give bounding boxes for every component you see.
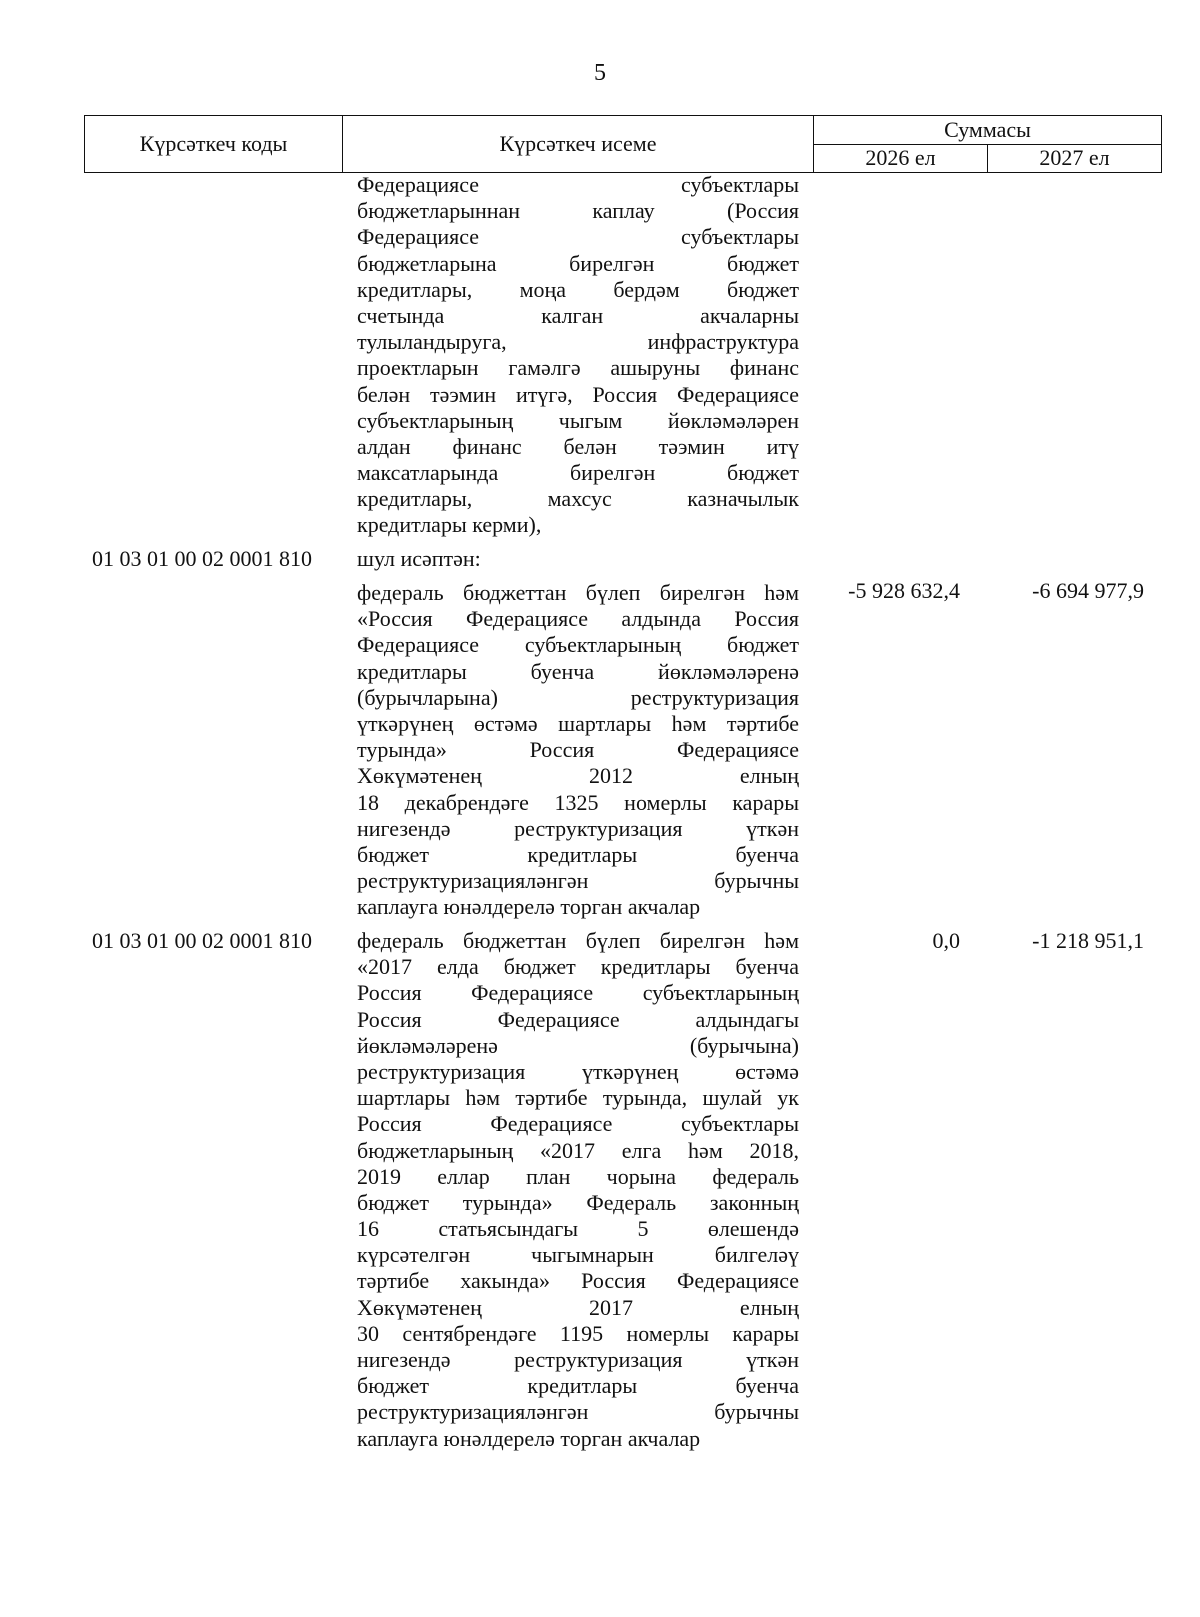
- text-line: бюджет кредитлары буенча: [357, 841, 799, 867]
- text-line: бюджетларына бирелгән бюджет: [357, 250, 799, 276]
- text-line: үткәрүнең өстәмә шартлары һәм тәртибе: [357, 710, 799, 736]
- text-line: бюджет турында» Федераль законның: [357, 1189, 799, 1215]
- text-line: белән тәэмин итүгә, Россия Федерациясе: [357, 381, 799, 407]
- text-line: федераль бюджеттан бүлеп бирелгән һәм: [357, 580, 799, 605]
- text-line: 2019 еллар план чорына федераль: [357, 1163, 799, 1189]
- text-line: шул исәптән:: [357, 546, 481, 571]
- page-number: 5: [594, 60, 606, 86]
- text-line: максатларында бирелгән бюджет: [357, 460, 799, 486]
- text-line: каплауга юнәлдерелә торган акчалар: [357, 894, 701, 920]
- text-line: субъектларының чыгым йөкләмәләрен: [357, 407, 799, 433]
- text-line: 16 статьясындагы 5 өлешендә: [357, 1216, 799, 1242]
- text-line: Хөкүмәтенең 2017 елның: [357, 1294, 799, 1320]
- text-line: нигезендә реструктуризация үткән: [357, 815, 799, 841]
- text-line: Федерациясе субъектларының бюджет: [357, 632, 799, 658]
- header-year-2026: 2026 ел: [814, 144, 988, 173]
- value-2026: -5 928 632,4: [848, 578, 960, 603]
- text-line: Россия Федерациясе субъектлары: [357, 1111, 799, 1137]
- header-year-2027: 2027 ел: [988, 144, 1162, 173]
- text-line: кредитлары, моңа бердәм бюджет: [357, 276, 799, 302]
- text-line: Федерациясе субъектлары: [357, 172, 799, 197]
- text-line: реструктуризация үткәрүнең өстәмә: [357, 1058, 799, 1084]
- row-code: 01 03 01 00 02 0001 810: [92, 546, 312, 571]
- row-name: [357, 546, 799, 572]
- text-line: турында» Россия Федерациясе: [357, 737, 799, 763]
- text-line: бюджет кредитлары буенча: [357, 1373, 799, 1399]
- value-2027: -1 218 951,1: [1032, 928, 1144, 953]
- text-line: Россия Федерациясе субъектларының: [357, 980, 799, 1006]
- text-line: тәртибе хакында» Россия Федерациясе: [357, 1268, 799, 1294]
- text-line: нигезендә реструктуризация үткән: [357, 1347, 799, 1372]
- text-line: каплауга юнәлдерелә торган акчалар: [357, 1425, 701, 1451]
- text-line: алдан финанс белән тәэмин итү: [357, 433, 799, 459]
- text-line: кредитлары, махсус казначылык: [357, 486, 799, 512]
- text-line: 18 декабрендәге 1325 номерлы карары: [357, 789, 799, 815]
- text-line: реструктуризацияләнгән бурычны: [357, 1399, 799, 1425]
- row-code: 01 03 01 00 02 0001 810: [92, 928, 312, 953]
- text-line: Хөкүмәтенең 2012 елның: [357, 763, 799, 789]
- text-line: кредитлары буенча йөкләмәләренә: [357, 658, 799, 684]
- row-continuation-text: [357, 172, 799, 539]
- text-line: (бурычларына) реструктуризация: [357, 684, 799, 710]
- text-line: проектларын гамәлгә ашыруны финанс: [357, 355, 799, 381]
- header-name-column: Күрсәткеч исеме: [343, 116, 814, 173]
- row-name: [357, 928, 799, 1452]
- text-line: реструктуризацияләнгән бурычны: [357, 868, 799, 894]
- text-line: Федерациясе субъектлары: [357, 224, 799, 250]
- table-header: [84, 115, 1162, 173]
- text-line: кредитлары керми),: [357, 512, 542, 538]
- header-code-column: Күрсәткеч коды: [85, 116, 343, 173]
- text-line: 30 сентябрендәге 1195 номерлы карары: [357, 1320, 799, 1346]
- text-line: тулыландыруга, инфраструктура: [357, 329, 799, 355]
- text-line: счетында калган акчаларны: [357, 302, 799, 328]
- text-line: федераль бюджеттан бүлеп бирелгән һәм: [357, 928, 799, 953]
- row-name: [357, 580, 799, 920]
- header-sum-column: Суммасы: [814, 116, 1162, 145]
- value-2026: 0,0: [932, 928, 960, 953]
- text-line: «Россия Федерациясе алдында Россия: [357, 606, 799, 632]
- value-2027: -6 694 977,9: [1032, 578, 1144, 603]
- text-line: бюджетларыннан каплау (Россия: [357, 198, 799, 224]
- text-line: йөкләмәләренә (бурычына): [357, 1032, 799, 1058]
- text-line: Россия Федерациясе алдындагы: [357, 1006, 799, 1032]
- text-line: шартлары һәм тәртибе турында, шулай ук: [357, 1085, 799, 1111]
- text-line: күрсәтелгән чыгымнарын билгеләү: [357, 1242, 799, 1268]
- text-line: бюджетларының «2017 елга һәм 2018,: [357, 1137, 799, 1163]
- text-line: «2017 елда бюджет кредитлары буенча: [357, 954, 799, 980]
